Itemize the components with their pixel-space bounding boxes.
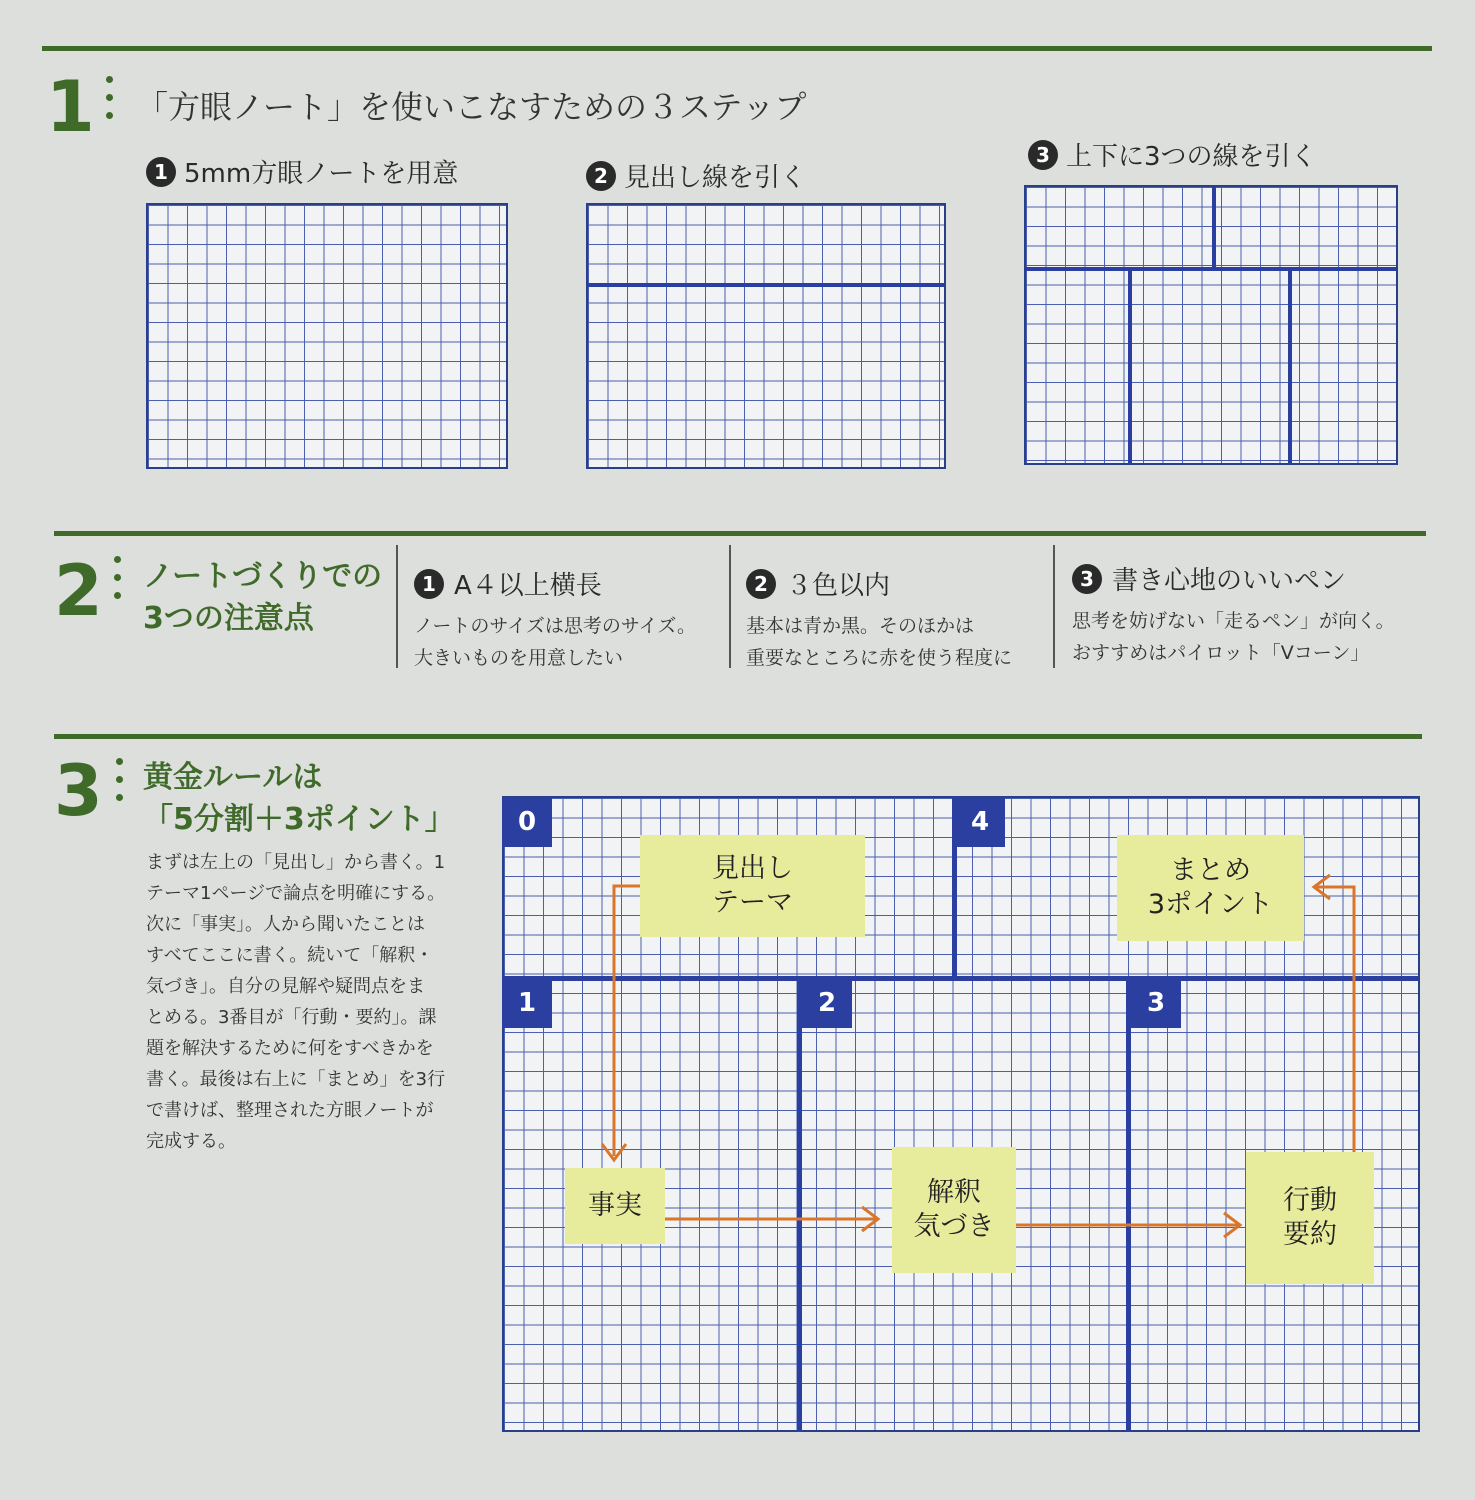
tip1-number-badge: 1 bbox=[414, 569, 444, 599]
section1-title: 「方眼ノート」を使いこなすための３ステップ bbox=[136, 88, 807, 126]
desc-line: まずは左上の「見出し」から書く。1 bbox=[146, 852, 446, 873]
desc-line: 完成する。 bbox=[146, 1131, 236, 1152]
desc-line: 気づき」。自分の見解や疑問点をま bbox=[146, 976, 425, 997]
tip3-body-line2: おすすめはパイロット「Vコーン」 bbox=[1072, 642, 1370, 664]
action-summary-box bbox=[1246, 1152, 1374, 1284]
desc-line: 書く。最後は右上に「まとめ」を3行 bbox=[146, 1069, 446, 1090]
fact-box bbox=[565, 1168, 665, 1244]
tip3-number-badge: 3 bbox=[1072, 564, 1102, 594]
zone3-number: 3 bbox=[1131, 978, 1181, 1028]
section2-number: 2 bbox=[54, 550, 103, 632]
section1-number: 1 bbox=[46, 66, 95, 148]
interpretation-line2: 気づき bbox=[913, 1211, 995, 1242]
desc-line: テーマ1ページで論点を明確にする。 bbox=[146, 883, 446, 904]
tip1-body-line2: 大きいものを用意したい bbox=[414, 647, 624, 669]
interpretation-box bbox=[892, 1147, 1016, 1273]
step1-text: 5mm方眼ノートを用意 bbox=[184, 159, 459, 189]
tip3-title: 書き心地のいいペン bbox=[1112, 566, 1347, 596]
section3-number: 3 bbox=[54, 750, 103, 832]
tip2-title: ３色以内 bbox=[786, 571, 891, 601]
zone2-number: 2 bbox=[802, 978, 852, 1028]
section3-title-line1: 黄金ルールは bbox=[143, 760, 323, 795]
fact-label: 事実 bbox=[588, 1190, 642, 1221]
step3-number-badge: 3 bbox=[1028, 140, 1058, 170]
step2-number-badge: 2 bbox=[586, 161, 616, 191]
action-line2: 要約 bbox=[1283, 1219, 1337, 1250]
interpretation-line1: 解釈 bbox=[927, 1177, 981, 1208]
summary-box bbox=[1117, 835, 1304, 941]
tip2-body-line1: 基本は青か黒。そのほかは bbox=[746, 615, 975, 637]
zone4-number: 4 bbox=[955, 797, 1005, 847]
arrow-action-to-summary bbox=[1314, 887, 1354, 1152]
desc-line: で書けば、整理された方眼ノートが bbox=[146, 1100, 434, 1121]
heading-theme-line2: テーマ bbox=[712, 887, 793, 918]
step3-text: 上下に3つの線を引く bbox=[1066, 142, 1317, 172]
action-line1: 行動 bbox=[1283, 1185, 1337, 1216]
section2-title-line1: ノートづくりでの bbox=[143, 559, 383, 594]
step2-text: 見出し線を引く bbox=[624, 163, 807, 193]
desc-line: 次に「事実」。人から聞いたことは bbox=[146, 914, 425, 935]
zone0-number: 0 bbox=[502, 797, 552, 847]
summary-line1: まとめ bbox=[1170, 855, 1251, 886]
tip1-body-line1: ノートのサイズは思考のサイズ。 bbox=[414, 615, 696, 637]
section3-title-line2: 「5分割＋3ポイント」 bbox=[143, 802, 455, 837]
tip2-number-badge: 2 bbox=[746, 569, 776, 599]
summary-line2: 3ポイント bbox=[1147, 889, 1274, 920]
tip1-title: A４以上横長 bbox=[454, 571, 602, 601]
desc-line: すべてここに書く。続いて「解釈・ bbox=[146, 945, 434, 966]
arrow-heading-to-fact bbox=[614, 886, 640, 1156]
heading-theme-box bbox=[640, 835, 865, 937]
step1-number-badge: 1 bbox=[146, 157, 176, 187]
tip3-body-line1: 思考を妨げない「走るペン」が向く。 bbox=[1072, 610, 1395, 632]
desc-line: とめる。3番目が「行動・要約」。課 bbox=[146, 1007, 437, 1028]
zone1-number: 1 bbox=[502, 978, 552, 1028]
heading-theme-line1: 見出し bbox=[712, 853, 793, 884]
section2-title-line2: 3つの注意点 bbox=[143, 601, 314, 636]
desc-line: 題を解決するために何をすべきかを bbox=[146, 1038, 434, 1059]
tip2-body-line2: 重要なところに赤を使う程度に bbox=[746, 647, 1013, 669]
